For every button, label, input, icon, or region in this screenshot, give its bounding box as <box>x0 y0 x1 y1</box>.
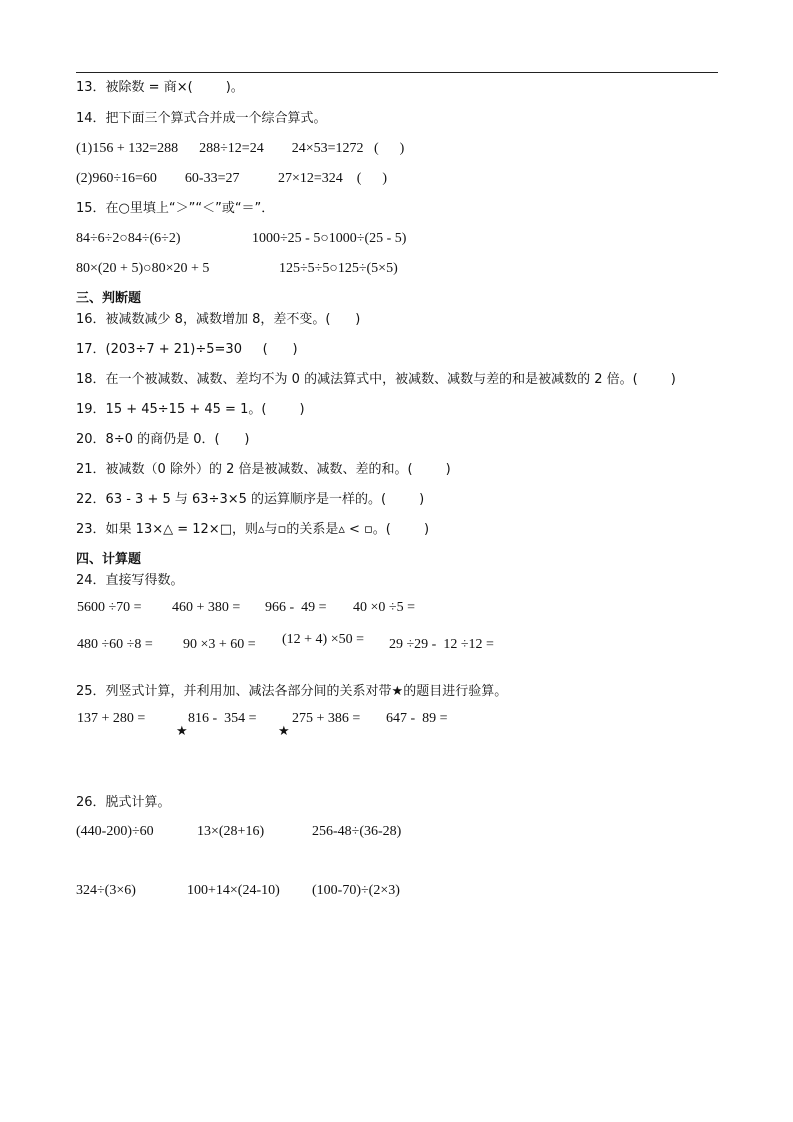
q24-item: 5600 ÷70 = <box>77 600 142 615</box>
question-20: 20．8÷0 的商仍是 0．( ) <box>76 432 250 447</box>
question-13: 13．被除数 = 商×( )。 <box>76 80 244 95</box>
q15-expression-d: 125÷5÷5○125÷(5×5) <box>279 261 398 276</box>
question-21: 21．被减数（0 除外）的 2 倍是被减数、减数、差的和。( ) <box>76 462 451 477</box>
question-19: 19．15 + 45÷15 + 45 = 1。( ) <box>76 402 305 417</box>
section-4-heading: 四、计算题 <box>76 552 142 567</box>
q15-expression-a: 84÷6÷2○84÷(6÷2) <box>76 231 181 246</box>
q24-item: 460 + 380 = <box>172 600 241 615</box>
q25-item: 816 - 354 = <box>188 711 257 726</box>
question-16: 16．被减数减少 8，减数增加 8，差不变。( ) <box>76 312 361 327</box>
section-3-heading: 三、判断题 <box>76 291 142 306</box>
q24-item: 90 ×3 + 60 = <box>183 637 256 652</box>
question-26: 26．脱式计算。 <box>76 795 171 810</box>
q24-item: 480 ÷60 ÷8 = <box>77 637 153 652</box>
q26-item: 324÷(3×6) <box>76 883 136 898</box>
q15-expression-b: 1000÷25 - 5○1000÷(25 - 5) <box>252 231 407 246</box>
star-icon: ★ <box>176 724 188 739</box>
question-25: 25．列竖式计算，并利用加、减法各部分间的关系对带★的题目进行验算。 <box>76 684 508 699</box>
q25-item: 647 - 89 = <box>386 711 448 726</box>
star-icon: ★ <box>278 724 290 739</box>
question-15: 15．在○里填上“＞”“＜”或“＝”． <box>76 201 275 216</box>
q24-item: 966 - 49 = <box>265 600 327 615</box>
question-17: 17．(203÷7 + 21)÷5=30 ( ) <box>76 342 298 357</box>
question-22: 22．63 - 3 + 5 与 63÷3×5 的运算顺序是一样的。( ) <box>76 492 425 507</box>
q26-item: 13×(28+16) <box>197 824 265 839</box>
q25-item: 137 + 280 = <box>77 711 146 726</box>
q24-item: (12 + 4) ×50 = <box>282 632 365 647</box>
header-rule <box>76 72 718 73</box>
question-14-part-2: (2)960÷16=60 60-33=27 27×12=324 ( ) <box>76 171 388 186</box>
q15-expression-c: 80×(20 + 5)○80×20 + 5 <box>76 261 210 276</box>
question-18: 18．在一个被减数、减数、差均不为 0 的减法算式中，被减数、减数与差的和是被减数的 2 倍。( ) <box>76 372 676 387</box>
question-14: 14．把下面三个算式合并成一个综合算式。 <box>76 111 327 126</box>
question-23: 23．如果 13×△ = 12×□，则▵与▫的关系是▵ < ▫。( ) <box>76 522 430 537</box>
q26-item: (100-70)÷(2×3) <box>312 883 400 898</box>
q24-item: 40 ×0 ÷5 = <box>353 600 415 615</box>
question-14-part-1: (1)156 + 132=288 288÷12=24 24×53=1272 ( ) <box>76 141 405 156</box>
q26-item: 256-48÷(36-28) <box>312 824 402 839</box>
q24-item: 29 ÷29 - 12 ÷12 = <box>389 637 494 652</box>
question-24: 24．直接写得数。 <box>76 573 184 588</box>
q25-item: 275 + 386 = <box>292 711 361 726</box>
q26-item: (440-200)÷60 <box>76 824 154 839</box>
q26-item: 100+14×(24-10) <box>187 883 280 898</box>
